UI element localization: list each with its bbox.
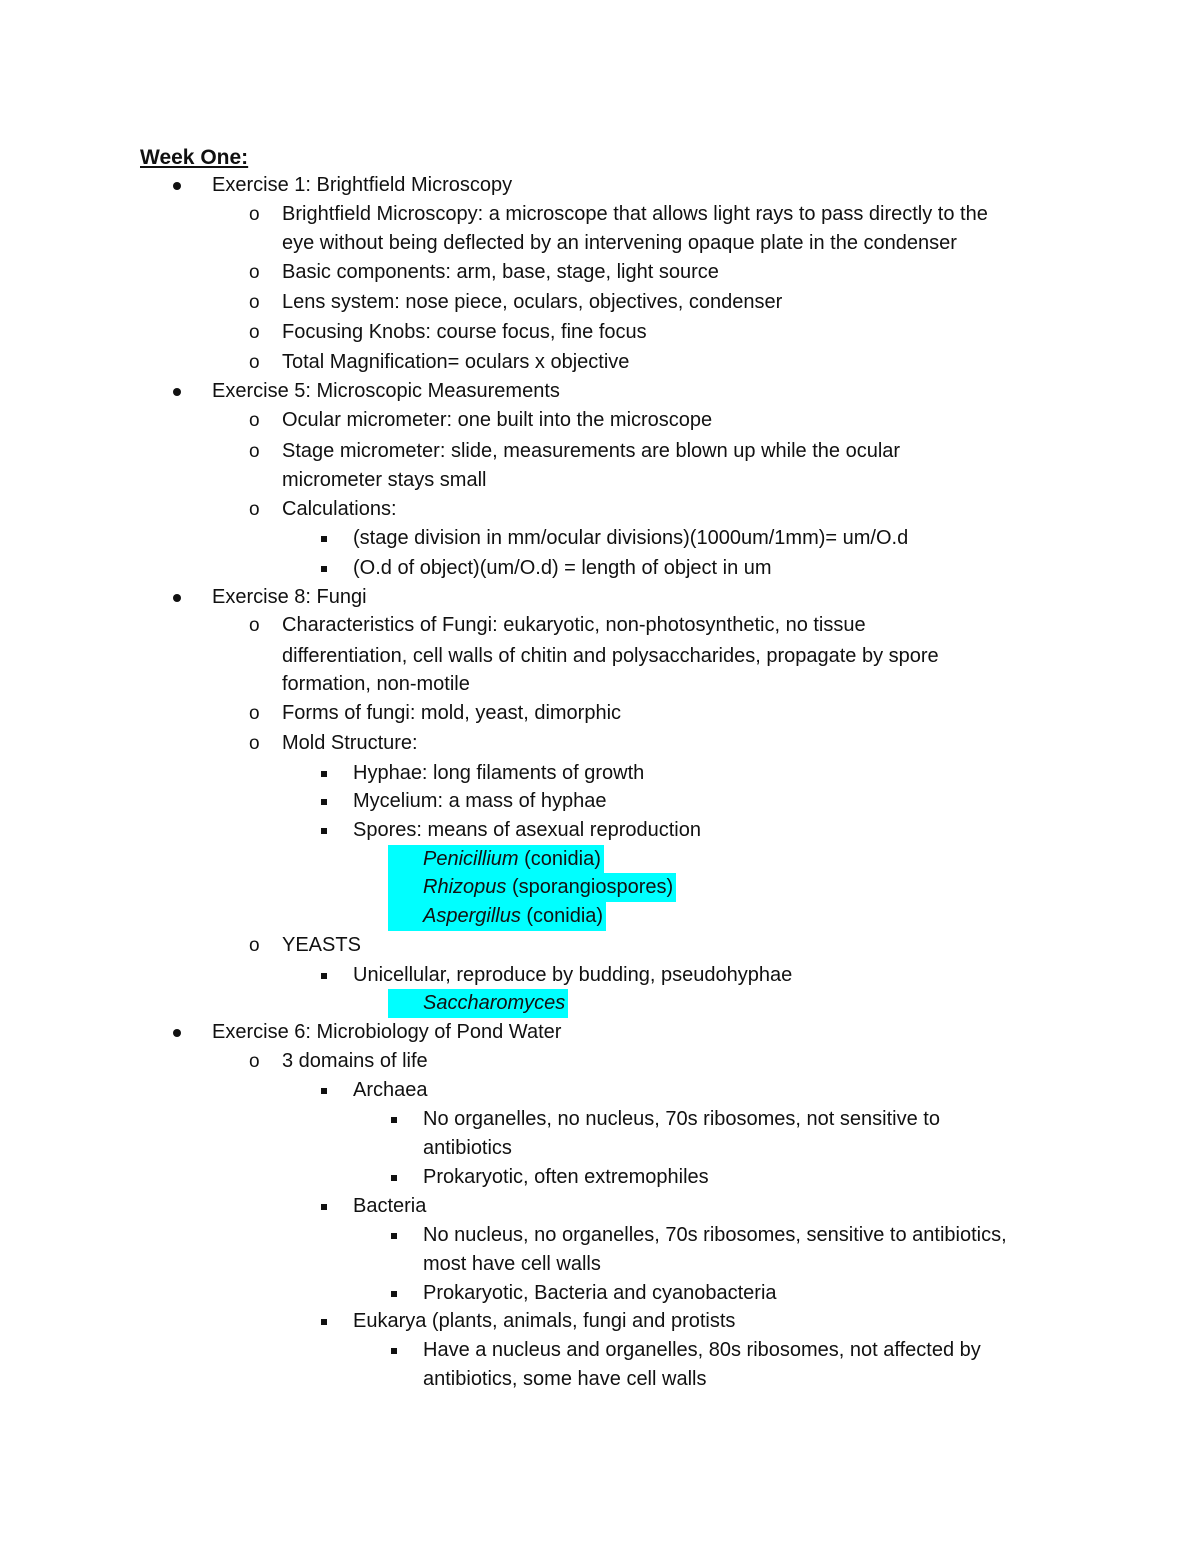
organism-name: Penicillium	[423, 848, 519, 870]
outline-line	[423, 1105, 940, 1134]
bullet-dot-icon	[173, 388, 181, 396]
outline-line	[282, 288, 782, 317]
line-text: Brightfield Microscopy: a microscope that allows light rays to pass directly to the	[282, 203, 988, 225]
outline-line	[282, 931, 361, 960]
bullet-square-icon	[321, 566, 327, 572]
bullet-square-icon	[391, 1291, 397, 1297]
line-text: Focusing Knobs: course focus, fine focus	[282, 321, 647, 343]
line-text: Eukarya (plants, animals, fungi and protists	[353, 1310, 736, 1332]
organism-name: Rhizopus	[423, 876, 507, 898]
outline-line	[212, 583, 367, 612]
outline-line	[353, 524, 908, 553]
line-text: Calculations:	[282, 498, 397, 520]
line-text: formation, non-motile	[282, 673, 470, 695]
outline-line	[353, 787, 606, 816]
outline-line	[423, 1134, 512, 1163]
bullet-circle-icon: o	[249, 1051, 260, 1072]
line-text: Exercise 1: Brightfield Microscopy	[212, 174, 513, 196]
line-text: antibiotics, some have cell walls	[423, 1368, 707, 1390]
bullet-square-icon	[321, 536, 327, 542]
line-text: Forms of fungi: mold, yeast, dimorphic	[282, 702, 622, 724]
line-text: Prokaryotic, often extremophiles	[423, 1166, 709, 1188]
outline-line	[282, 406, 712, 435]
bullet-dot-icon	[173, 1029, 181, 1037]
outline-line	[388, 902, 606, 931]
outline-line	[388, 845, 604, 874]
bullet-square-icon	[321, 973, 327, 979]
outline-line	[282, 258, 719, 287]
bullet-circle-icon: o	[249, 499, 260, 520]
outline-line	[282, 642, 939, 671]
outline-line	[282, 611, 866, 640]
outline-line	[212, 1018, 561, 1047]
line-text: (conidia)	[518, 848, 601, 870]
line-text: most have cell walls	[423, 1253, 601, 1275]
bullet-square-icon	[321, 828, 327, 834]
line-text: Exercise 6: Microbiology of Pond Water	[212, 1021, 562, 1043]
line-text: differentiation, cell walls of chitin and polysaccharides, propagate by spore	[282, 645, 939, 667]
line-text: (sporangiospores)	[506, 876, 674, 898]
line-text: Archaea	[353, 1079, 428, 1101]
line-text: Mold Structure:	[282, 732, 418, 754]
line-text: 3 domains of life	[282, 1050, 428, 1072]
line-text: (O.d of object)(um/O.d) = length of object in um	[353, 557, 772, 579]
line-text: Exercise 8: Fungi	[212, 586, 367, 608]
outline-line	[282, 495, 397, 524]
outline-line	[282, 670, 470, 699]
bullet-square-icon	[321, 771, 327, 777]
organism-name: Saccharomyces	[423, 992, 566, 1014]
bullet-dot-icon	[173, 594, 181, 602]
line-text: Prokaryotic, Bacteria and cyanobacteria	[423, 1282, 777, 1304]
line-text: (conidia)	[520, 905, 604, 927]
outline-line	[212, 171, 512, 200]
line-text: micrometer stays small	[282, 469, 487, 491]
bullet-square-icon	[321, 1088, 327, 1094]
line-text: Hyphae: long filaments of growth	[353, 762, 645, 784]
line-text: eye without being deflected by an intervening opaque plate in the condenser	[282, 232, 957, 254]
line-text: Have a nucleus and organelles, 80s ribosomes, not affected by	[423, 1339, 981, 1361]
organism-name: Aspergillus	[423, 905, 521, 927]
outline-line	[388, 873, 676, 902]
outline-line	[282, 318, 647, 347]
bullet-square-icon	[321, 799, 327, 805]
bullet-square-icon	[391, 1348, 397, 1354]
line-text: antibiotics	[423, 1137, 512, 1159]
bullet-circle-icon: o	[249, 441, 260, 462]
outline-line	[353, 1307, 735, 1336]
outline-line	[282, 437, 900, 466]
page-title: Week One:	[140, 146, 249, 169]
bullet-circle-icon: o	[249, 292, 260, 313]
outline-line	[282, 466, 486, 495]
bullet-square-icon	[321, 1319, 327, 1325]
bullet-circle-icon: o	[249, 410, 260, 431]
outline-line	[353, 759, 644, 788]
outline-line	[353, 816, 701, 845]
line-text: Spores: means of asexual reproduction	[353, 819, 701, 841]
bullet-square-icon	[391, 1117, 397, 1123]
bullet-circle-icon: o	[249, 935, 260, 956]
bullet-circle-icon: o	[249, 615, 260, 636]
outline-line	[353, 554, 772, 583]
line-text: Basic components: arm, base, stage, light source	[282, 261, 719, 283]
outline-line	[282, 729, 418, 758]
outline-line	[353, 961, 792, 990]
outline-line	[212, 377, 560, 406]
bullet-square-icon	[391, 1175, 397, 1181]
outline-line	[282, 200, 988, 229]
bullet-square-icon	[391, 1233, 397, 1239]
outline-line	[423, 1365, 706, 1394]
line-text: Ocular micrometer: one built into the microscope	[282, 409, 713, 431]
bullet-circle-icon: o	[249, 322, 260, 343]
bullet-circle-icon: o	[249, 703, 260, 724]
line-text: (stage division in mm/ocular divisions)(1000um/1mm)= um/O.d	[353, 527, 909, 549]
outline-line	[423, 1336, 981, 1365]
line-text: Lens system: nose piece, oculars, objectives, condenser	[282, 291, 783, 313]
outline-line	[423, 1163, 709, 1192]
outline-line	[282, 348, 629, 377]
bullet-square-icon	[321, 1204, 327, 1210]
outline-line	[388, 989, 568, 1018]
bullet-circle-icon: o	[249, 262, 260, 283]
outline-line	[353, 1076, 428, 1105]
outline-line	[353, 1192, 426, 1221]
line-text: Stage micrometer: slide, measurements are blown up while the ocular	[282, 440, 901, 462]
line-text: Characteristics of Fungi: eukaryotic, non-photosynthetic, no tissue	[282, 614, 866, 636]
outline-line	[282, 1047, 428, 1076]
line-text: YEASTS	[282, 934, 361, 956]
line-text: No nucleus, no organelles, 70s ribosomes, sensitive to antibiotics,	[423, 1224, 1007, 1246]
line-text: No organelles, no nucleus, 70s ribosomes, not sensitive to	[423, 1108, 940, 1130]
outline-line	[282, 699, 621, 728]
bullet-circle-icon: o	[249, 204, 260, 225]
line-text: Unicellular, reproduce by budding, pseudohyphae	[353, 964, 793, 986]
line-text: Mycelium: a mass of hyphae	[353, 790, 607, 812]
bullet-dot-icon	[173, 182, 181, 190]
outline-line	[423, 1279, 777, 1308]
bullet-circle-icon: o	[249, 352, 260, 373]
outline-line	[423, 1221, 1007, 1250]
line-text: Total Magnification= oculars x objective	[282, 351, 630, 373]
outline-line	[423, 1250, 601, 1279]
line-text: Bacteria	[353, 1195, 427, 1217]
line-text: Exercise 5: Microscopic Measurements	[212, 380, 560, 402]
bullet-circle-icon: o	[249, 733, 260, 754]
outline-line	[282, 229, 957, 258]
